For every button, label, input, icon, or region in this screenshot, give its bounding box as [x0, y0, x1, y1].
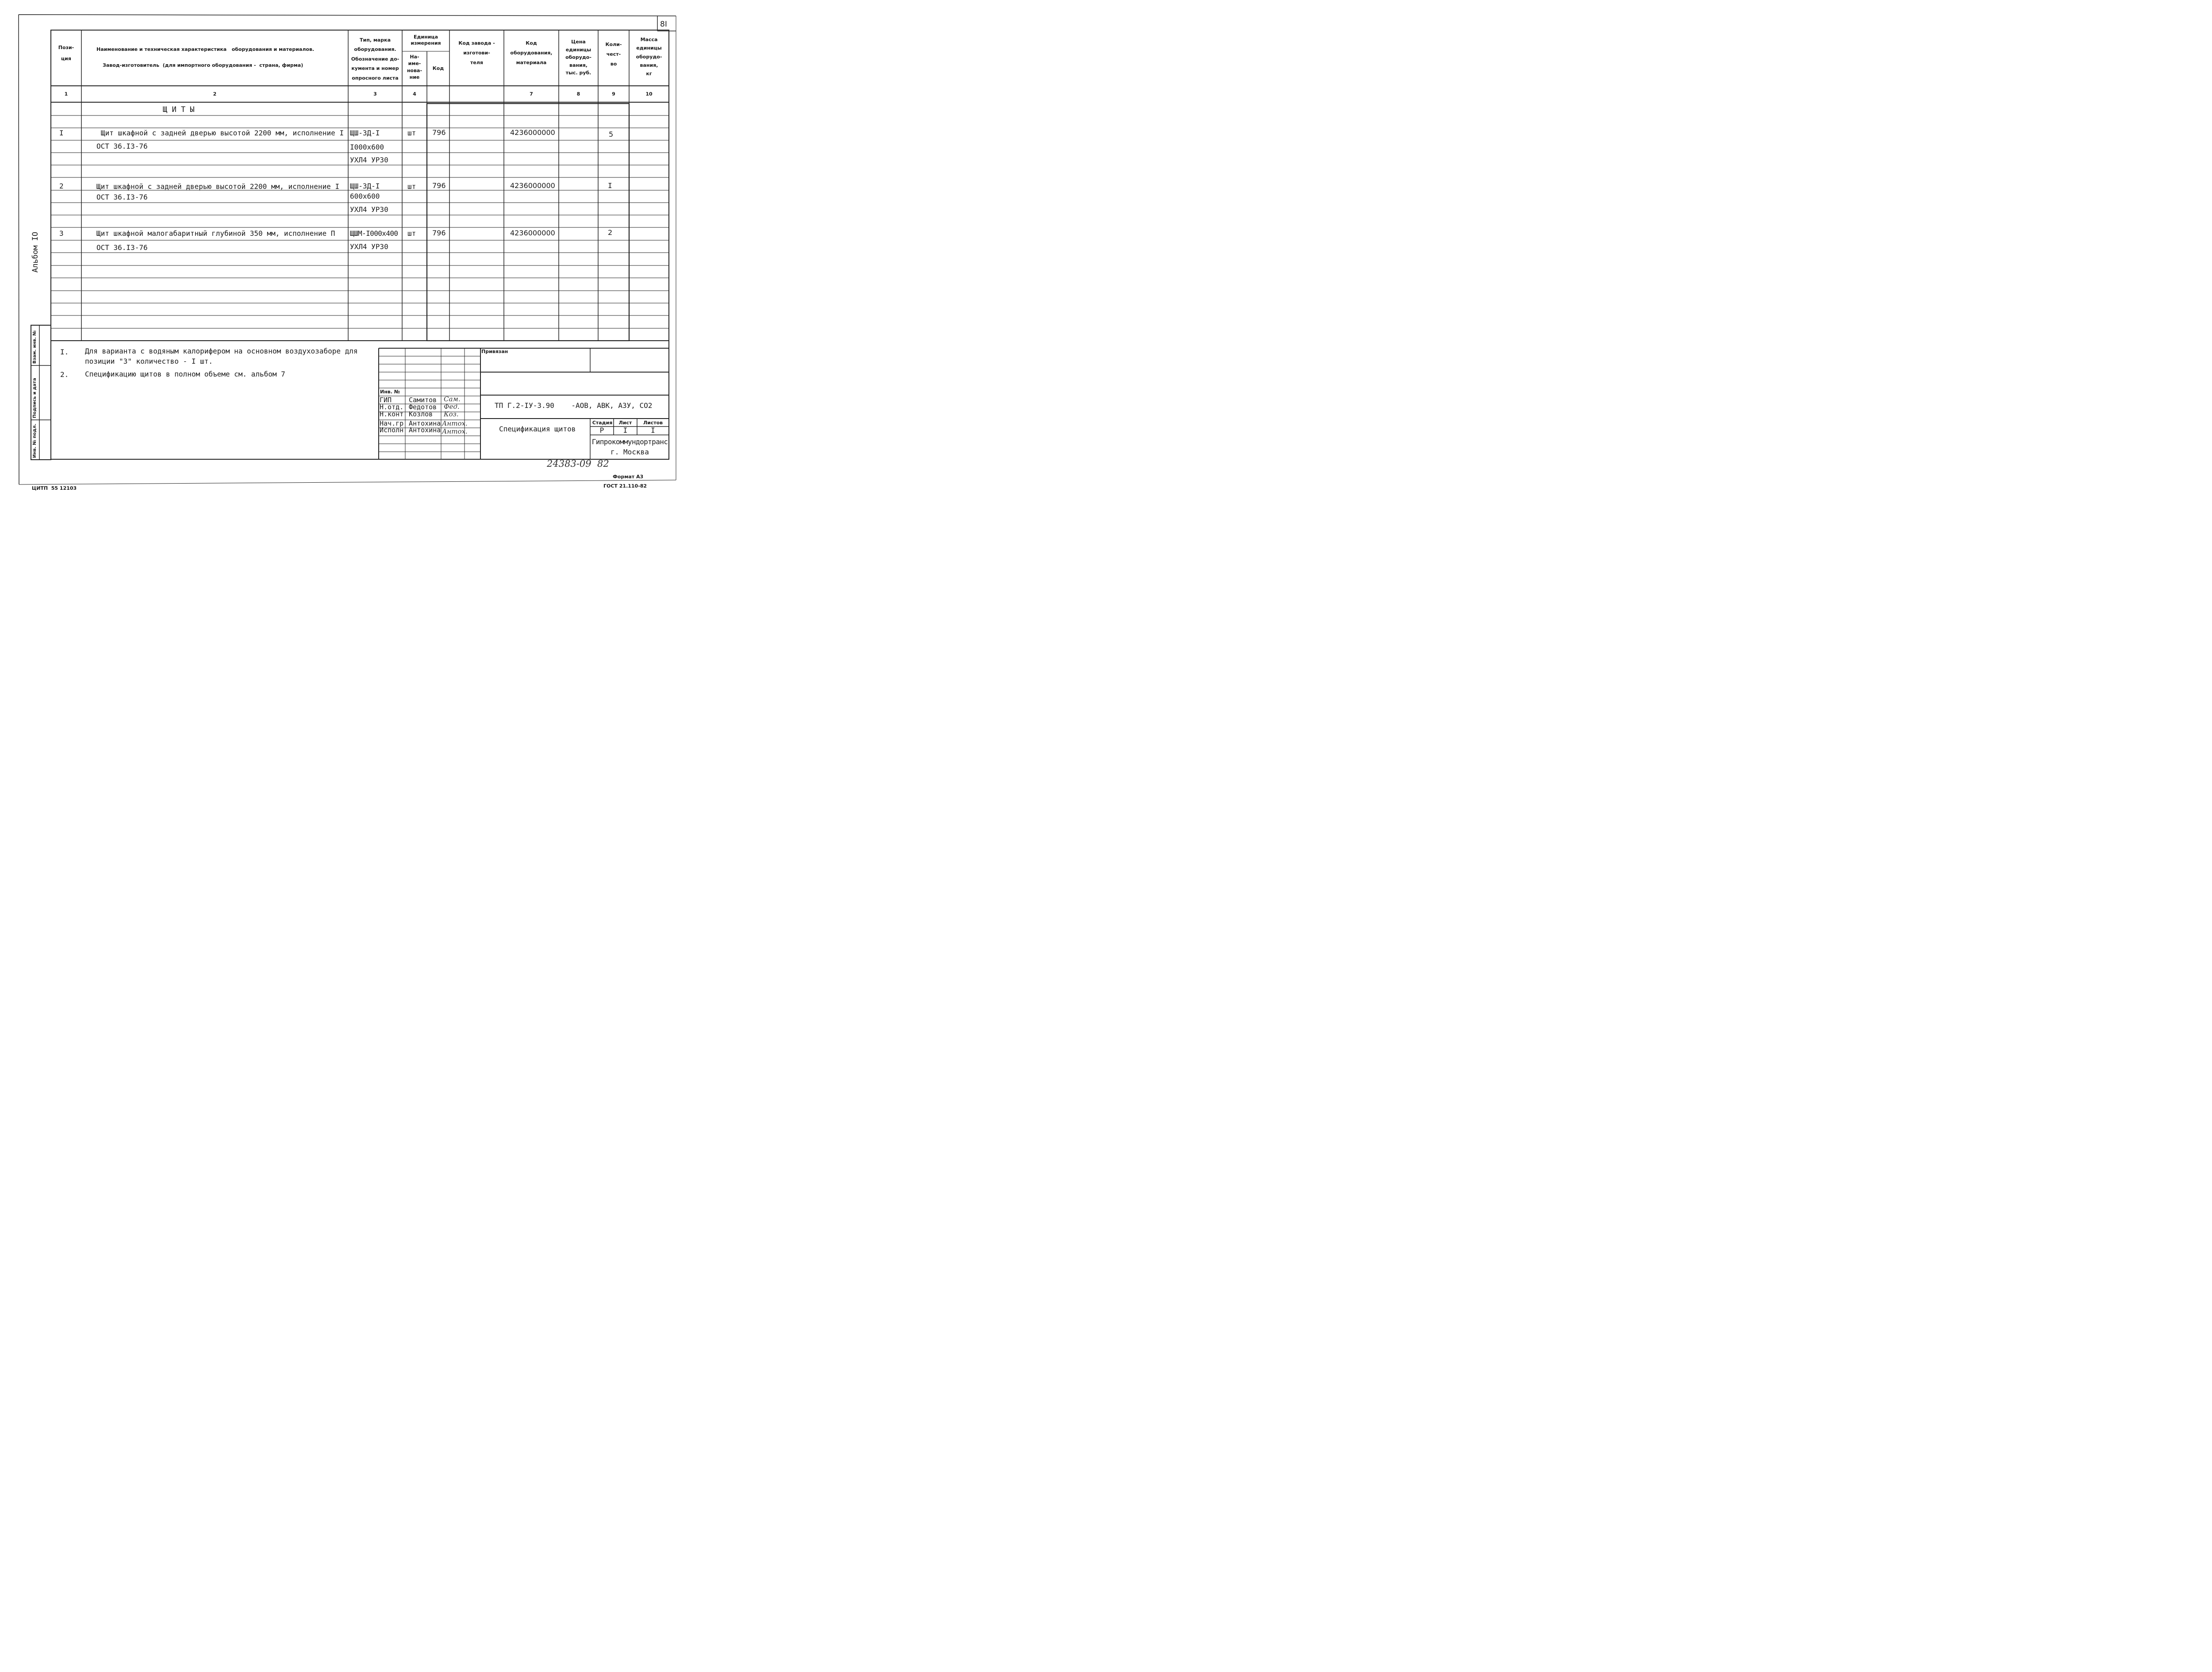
signer-5-name: Антохина: [409, 426, 441, 434]
note-1-line-1: Для варианта с водяным калорифером на основном воздухозаборе для: [85, 347, 358, 355]
note-1-line-2: позиции "3" количество - I шт.: [85, 357, 213, 365]
privyazan-label: Привязан: [481, 349, 508, 354]
item-2-standard: ОСТ 36.I3-76: [96, 193, 148, 201]
item-2-unit-code: 796: [432, 181, 446, 190]
sheets-value: I: [651, 426, 655, 434]
item-1-climate: УХЛ4 УР30: [350, 156, 388, 164]
signer-4-name: Антохина: [409, 419, 441, 427]
item-1-size: I000x600: [350, 143, 384, 151]
header-manufacturer: Завод-изготовитель (для импортного оборудования - страна, фирма): [103, 62, 303, 68]
signer-5-signature: Антох.: [442, 427, 468, 435]
col-number-4: 4: [413, 91, 416, 97]
document-code: ТП Г.2-IУ-3.90 -АОВ, АВК, АЗУ, СО2: [495, 401, 653, 410]
item-2-climate: УХЛ4 УР30: [350, 205, 388, 214]
col-number-10: 10: [645, 91, 653, 97]
signer-5-role: Исполн: [380, 426, 404, 434]
header-equipment-code: Код оборудования, материала: [510, 40, 553, 65]
item-3-type: ЩШМ-I000x400: [350, 229, 398, 238]
stamp-inv-podl: Инв. № подл.: [32, 423, 37, 458]
col-number-3: 3: [373, 91, 377, 97]
header-name: Наименование и техническая характеристика оборудования и материалов.: [96, 46, 315, 52]
item-3-position: 3: [59, 229, 64, 238]
header-quantity: Коли- чест- во: [605, 42, 622, 67]
col-number-1: 1: [64, 91, 68, 97]
item-1-code: 4236000000: [510, 128, 555, 137]
signer-3-signature: Коз.: [444, 410, 459, 418]
section-title: Щ И Т Ы: [163, 105, 195, 114]
signer-2-signature: Фед.: [444, 403, 460, 411]
item-2-size: 600x600: [350, 192, 380, 200]
item-1-type: ЩШ-ЗД-I: [350, 129, 380, 137]
printer-label: ЦИТП 55 12103: [32, 485, 77, 491]
signer-2-role: Н.отд.: [380, 403, 404, 411]
item-2-unit: шт: [407, 182, 416, 191]
sheets-label: Листов: [643, 420, 663, 426]
page-number: 8I: [660, 20, 667, 29]
item-3-standard: ОСТ 36.I3-76: [96, 243, 148, 252]
format-label: Формат А3: [613, 474, 644, 480]
item-3-climate: УХЛ4 УР30: [350, 242, 388, 251]
stamp-sign-date: Подпись и дата: [32, 378, 37, 418]
signer-4-role: Нач.гр: [380, 419, 404, 427]
sheet-label: Лист: [618, 420, 632, 426]
signer-3-name: Козлов: [409, 410, 433, 418]
item-2-code: 4236000000: [510, 181, 555, 190]
item-1-standard: ОСТ 36.I3-76: [96, 142, 148, 150]
signer-1-signature: Сам.: [444, 395, 461, 403]
stage-label: Стадия: [592, 420, 613, 426]
item-2-type: ЩШ-ЗД-I: [350, 182, 380, 190]
signer-1-role: ГИП: [380, 396, 392, 404]
item-1-unit-code: 796: [432, 128, 446, 137]
item-3-code: 4236000000: [510, 229, 555, 237]
col-number-7: 7: [530, 91, 533, 97]
item-2-name: Щит шкафной с задней дверью высотой 2200 мм, исполнение I: [96, 182, 340, 191]
header-position: Пози- ция: [58, 45, 74, 62]
item-2-position: 2: [59, 182, 64, 190]
organization-name: Гипрокоммундортранс: [591, 438, 668, 446]
item-2-quantity: I: [608, 181, 612, 190]
signer-4-signature: Антох.: [442, 419, 468, 427]
item-3-unit-code: 796: [432, 229, 446, 237]
col-number-9: 9: [612, 91, 615, 97]
note-2-line-1: Спецификацию щитов в полном объеме см. альбом 7: [85, 370, 285, 378]
gost-label: ГОСТ 21.110-82: [603, 483, 647, 489]
item-3-quantity: 2: [608, 228, 613, 237]
organization-city: г. Москва: [611, 448, 649, 456]
header-type: Тип, марка оборудования. Обозначение до- кумента и номер опросного листа: [351, 37, 399, 81]
item-1-name: Щит шкафной с задней дверью высотой 2200 мм, исполнение I: [101, 129, 344, 137]
stamp-vzam-inv: Взам. инв. №: [32, 330, 37, 364]
stage-value: Р: [599, 426, 604, 434]
item-1-unit: шт: [407, 129, 416, 137]
archive-number: 24383-09 82: [547, 458, 609, 469]
item-1-position: I: [59, 129, 64, 137]
header-unit-code: Код: [432, 65, 444, 71]
document-title: Спецификация щитов: [499, 425, 576, 433]
col-number-8: 8: [576, 91, 580, 97]
inv-no-label: Инв. №: [380, 389, 400, 395]
header-unit-name: На- име- нова- ние: [407, 54, 422, 81]
header-price: Цена единицы оборудо- вания, тыс. руб.: [565, 39, 591, 76]
album-label: Альбом IO: [31, 231, 40, 273]
signer-2-name: Федотов: [409, 403, 437, 411]
note-1-number: I.: [60, 348, 69, 356]
col-number-2: 2: [213, 91, 217, 97]
item-3-unit: шт: [407, 229, 416, 238]
header-unit-group: Единица измерения: [411, 34, 441, 46]
header-maker-code: Код завода - изготови- теля: [458, 40, 495, 65]
item-3-name: Щит шкафной малогабаритный глубиной 350 мм, исполнение П: [96, 229, 335, 238]
header-mass: Масса единицы оборудо- вания, кг: [636, 37, 662, 77]
item-1-quantity: 5: [609, 130, 614, 138]
note-2-number: 2.: [60, 370, 69, 379]
signer-3-role: Н.конт: [380, 410, 404, 418]
signer-1-name: Самитов: [409, 396, 437, 404]
sheet-value: I: [623, 426, 628, 434]
